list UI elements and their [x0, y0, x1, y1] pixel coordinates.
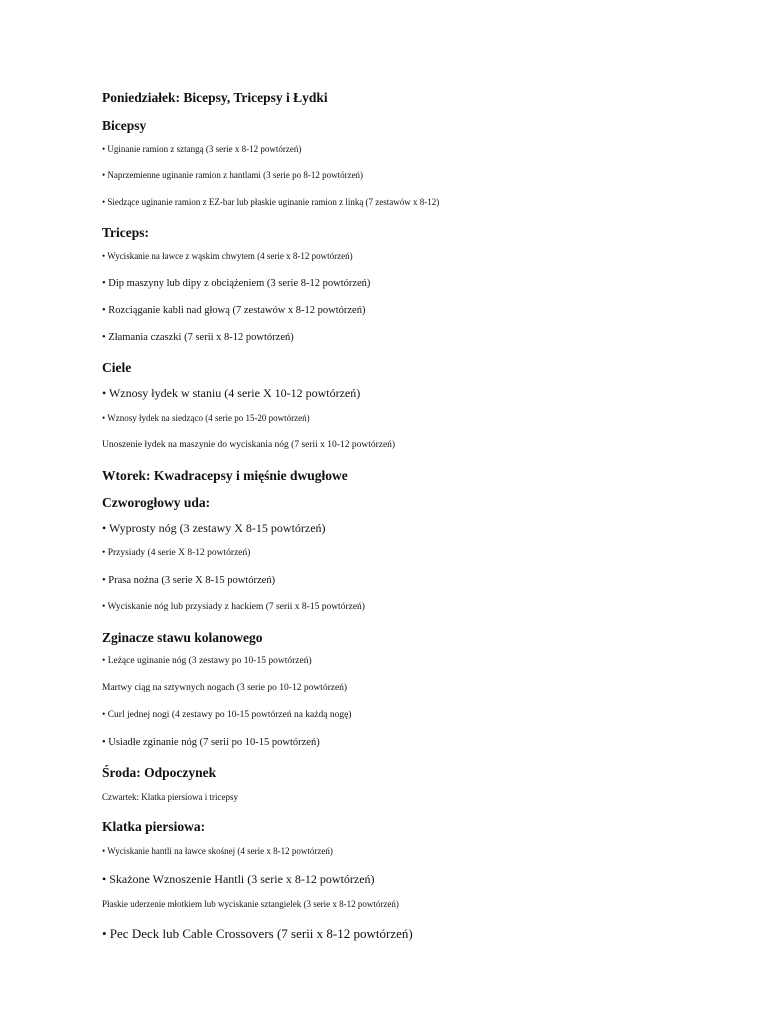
section-heading-chest: Klatka piersiowa: — [102, 819, 206, 834]
exercise-item: • Leżące uginanie nóg (3 zestawy po 10-15 powtórzeń) — [102, 656, 312, 666]
exercise-item: • Siedzące uginanie ramion z EZ-bar lub płaskie uginanie ramion z linką (7 zestawów x 8-12) — [102, 197, 440, 207]
exercise-item: • Prasa nożna (3 serie X 8-15 powtórzeń) — [102, 575, 276, 586]
exercise-item: Martwy ciąg na sztywnych nogach (3 serie po 10-12 powtórzeń) — [102, 683, 348, 693]
section-heading-triceps: Triceps: — [102, 225, 149, 240]
exercise-item: Unoszenie łydek na maszynie do wyciskania nóg (7 serii x 10-12 powtórzeń) — [102, 440, 396, 450]
exercise-item: • Wyprosty nóg (3 zestawy X 8-15 powtórzeń) — [102, 521, 326, 535]
exercise-item: Płaskie uderzenie młotkiem lub wyciskanie sztangielek (3 serie x 8-12 powtórzeń) — [102, 899, 399, 909]
day-line-thursday: Czwartek: Klatka piersiowa i tricepsy — [102, 792, 238, 802]
day-heading-wednesday: Środa: Odpoczynek — [102, 765, 217, 780]
exercise-item: • Wznosy łydek w staniu (4 serie X 10-12 powtórzeń) — [102, 386, 361, 400]
section-heading-calves: Ciele — [102, 360, 132, 375]
section-heading-hamstrings: Zginacze stawu kolanowego — [102, 630, 263, 645]
exercise-item: • Wyciskanie hantli na ławce skośnej (4 serie x 8-12 powtórzeń) — [102, 846, 333, 856]
day-heading-tuesday: Wtorek: Kwadracepsy i mięśnie dwugłowe — [102, 468, 348, 483]
exercise-item: • Wyciskanie nóg lub przysiady z hackiem (7 serii x 8-15 powtórzeń) — [102, 602, 365, 612]
exercise-item: • Dip maszyny lub dipy z obciążeniem (3 serie 8-12 powtórzeń) — [102, 278, 371, 289]
exercise-item: • Naprzemienne uginanie ramion z hantlami (3 serie po 8-12 powtórzeń) — [102, 170, 364, 180]
exercise-item: • Złamania czaszki (7 serii x 8-12 powtórzeń) — [102, 332, 294, 343]
section-heading-biceps: Bicepsy — [102, 118, 147, 133]
exercise-item: • Rozciąganie kabli nad głową (7 zestawów x 8-12 powtórzeń) — [102, 305, 366, 316]
exercise-item: • Wyciskanie na ławce z wąskim chwytem (4 serie x 8-12 powtórzeń) — [102, 251, 353, 261]
exercise-item: • Przysiady (4 serie X 8-12 powtórzeń) — [102, 548, 251, 558]
exercise-item: • Usiadłe zginanie nóg (7 serii po 10-15 powtórzeń) — [102, 737, 320, 748]
exercise-item: • Skażone Wznoszenie Hantli (3 serie x 8-12 powtórzeń) — [102, 872, 375, 886]
day-heading-monday: Poniedziałek: Bicepsy, Tricepsy i Łydki — [102, 90, 328, 105]
exercise-item: • Curl jednej nogi (4 zestawy po 10-15 powtórzeń na każdą nogę) — [102, 710, 352, 720]
exercise-item: • Pec Deck lub Cable Crossovers (7 serii x 8-12 powtórzeń) — [102, 926, 413, 941]
section-heading-quads: Czworogłowy uda: — [102, 495, 211, 510]
exercise-item: • Wznosy łydek na siedząco (4 serie po 15-20 powtórzeń) — [102, 413, 310, 423]
exercise-item: • Uginanie ramion z sztangą (3 serie x 8-12 powtórzeń) — [102, 144, 302, 154]
